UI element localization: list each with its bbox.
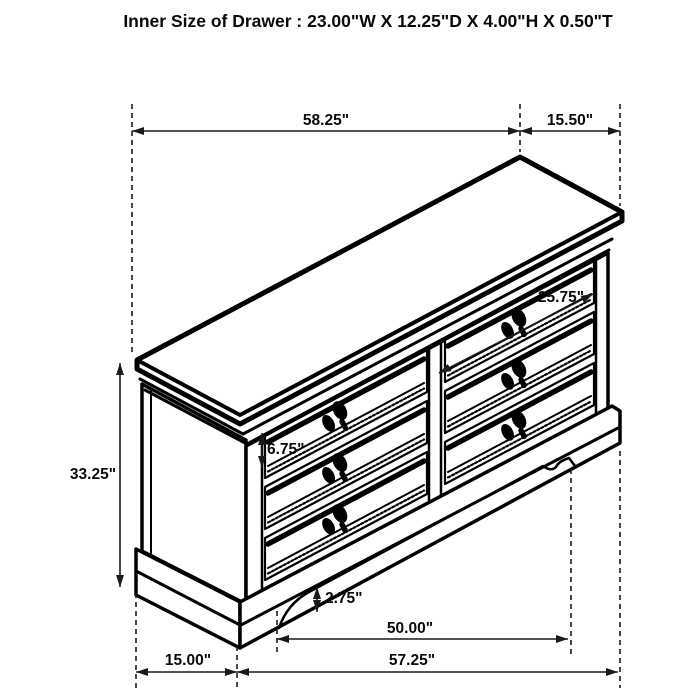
dimension-label-floor-width: 57.25": [388, 652, 436, 669]
dimension-label-total-width: 58.25": [302, 112, 350, 129]
dimension-label-total-height: 33.25": [69, 466, 117, 483]
diagram-title: Inner Size of Drawer : 23.00"W X 12.25"D X 4.00"H X 0.50"T: [123, 11, 613, 31]
dimension-label-drawer-face-height: 6.75": [267, 441, 305, 458]
dimension-label-top-depth: 15.50": [546, 112, 594, 129]
dimension-label-drawer-front-width: 25.75": [537, 289, 585, 306]
dimension-label-foot-height: 2.75": [325, 590, 363, 607]
dresser-drawing: [136, 157, 622, 648]
dimension-label-floor-depth: 15.00": [164, 652, 212, 669]
dimension-label-feet-span: 50.00": [386, 620, 434, 637]
